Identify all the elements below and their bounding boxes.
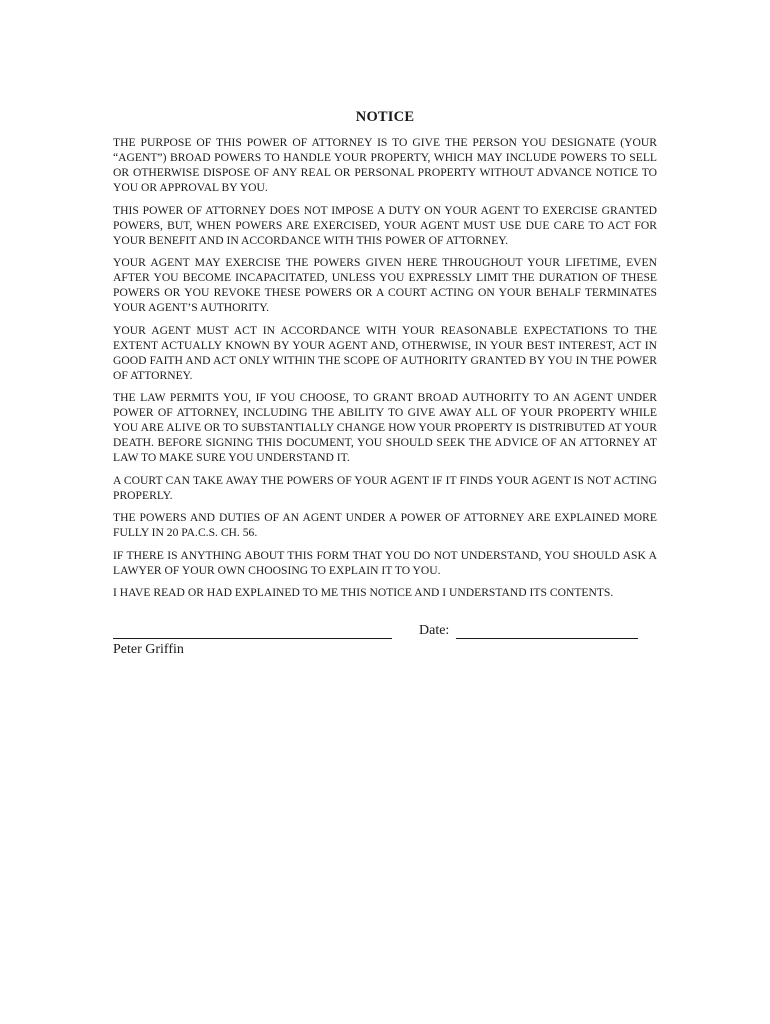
- paragraph-court: A COURT CAN TAKE AWAY THE POWERS OF YOUR AGENT IF IT FINDS YOUR AGENT IS NOT ACTING PROPERLY.: [113, 473, 657, 502]
- signature-block: [113, 621, 673, 671]
- paragraph-statute: THE POWERS AND DUTIES OF AN AGENT UNDER A POWER OF ATTORNEY ARE EXPLAINED MORE FULLY IN 20 PA.C.S. CH. 56.: [113, 511, 657, 539]
- date-line[interactable]: [456, 638, 638, 639]
- paragraph-acknowledgment: I HAVE READ OR HAD EXPLAINED TO ME THIS NOTICE AND I UNDERSTAND ITS CONTENTS.: [113, 586, 614, 599]
- paragraph-purpose: THE PURPOSE OF THIS POWER OF ATTORNEY IS TO GIVE THE PERSON YOU DESIGNATE (YOUR “AGENT”) BROAD POWERS TO HANDLE YOUR PROPERTY, WHICH MAY INCLUDE POWERS TO SELL OR OTHERWISE DISPOSE OF ANY REAL OR PERSONAL PROPERTY WITHOUT ADVANCE NOTICE TO YOU OR APPROVAL BY YOU.: [113, 136, 657, 194]
- signer-name: Peter Griffin: [113, 642, 184, 657]
- paragraph-lawyer: IF THERE IS ANYTHING ABOUT THIS FORM THAT YOU DO NOT UNDERSTAND, YOU SHOULD ASK A LAWYER OF YOUR OWN CHOOSING TO EXPLAIN IT TO YOU.: [113, 548, 657, 577]
- notice-body: [113, 135, 657, 608]
- paragraph-duty: THIS POWER OF ATTORNEY DOES NOT IMPOSE A DUTY ON YOUR AGENT TO EXERCISE GRANTED POWERS, BUT, WHEN POWERS ARE EXERCISED, YOUR AGENT MUST USE DUE CARE TO ACT FOR YOUR BENEFIT AND IN ACCORDANCE WITH THIS POWER OF ATTORNEY.: [113, 203, 657, 247]
- notice-title: NOTICE: [355, 109, 415, 125]
- signature-line[interactable]: [113, 638, 392, 639]
- paragraph-duration: YOUR AGENT MAY EXERCISE THE POWERS GIVEN HERE THROUGHOUT YOUR LIFETIME, EVEN AFTER YOU BECOME INCAPACITATED, UNLESS YOU EXPRESSLY LIMIT THE DURATION OF THESE POWERS OR YOU REVOKE THESE POWERS OR A COURT ACTING ON YOUR BEHALF TERMINATES YOUR AGENT’S AUTHORITY.: [113, 256, 657, 314]
- date-label: Date:: [419, 623, 450, 638]
- paragraph-broad-authority: THE LAW PERMITS YOU, IF YOU CHOOSE, TO GRANT BROAD AUTHORITY TO AN AGENT UNDER POWER OF ATTORNEY, INCLUDING THE ABILITY TO GIVE AWAY ALL OF YOUR PROPERTY WHILE YOU ARE ALIVE OR TO SUBSTANTIALLY CHANGE HOW YOUR PROPERTY IS DISTRIBUTED AT YOUR DEATH. BEFORE SIGNING THIS DOCUMENT, YOU SHOULD SEEK THE ADVICE OF AN ATTORNEY AT LAW TO MAKE SURE YOU UNDERSTAND IT.: [113, 391, 657, 464]
- paragraph-expectations: YOUR AGENT MUST ACT IN ACCORDANCE WITH YOUR REASONABLE EXPECTATIONS TO THE EXTENT ACTUALLY KNOWN BY YOUR AGENT AND, OTHERWISE, IN YOUR BEST INTEREST, ACT IN GOOD FAITH AND ACT ONLY WITHIN THE SCOPE OF AUTHORITY GRANTED BY YOU IN THE POWER OF ATTORNEY.: [113, 323, 657, 382]
